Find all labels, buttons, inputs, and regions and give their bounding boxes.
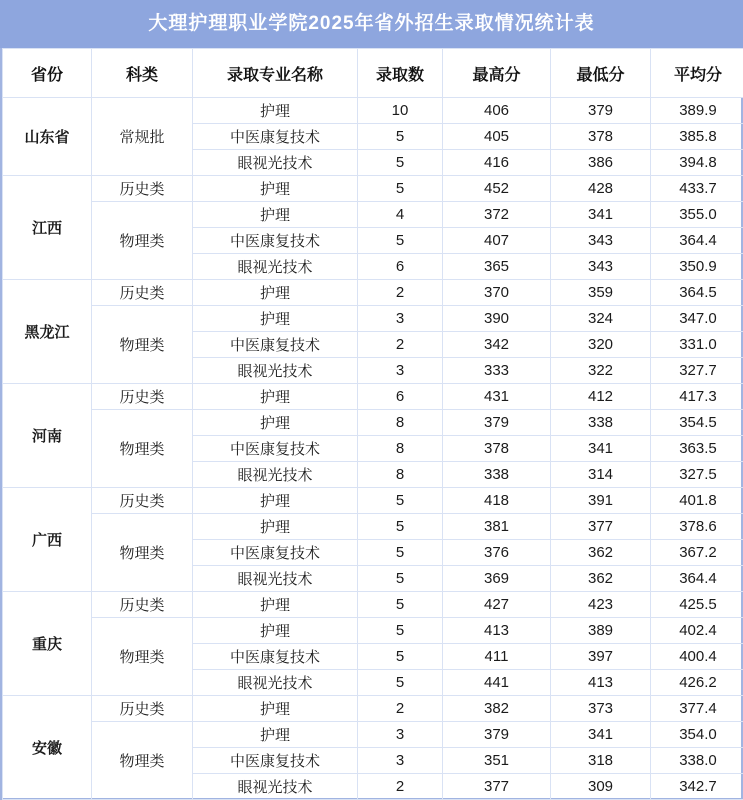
max-score-cell: 342 [443,332,551,358]
min-score-cell: 377 [551,514,651,540]
admission-stats-table [2,48,743,800]
max-score-cell: 390 [443,306,551,332]
province-cell: 重庆 [3,592,92,696]
count-cell: 5 [358,124,443,150]
count-cell: 5 [358,592,443,618]
count-cell: 3 [358,722,443,748]
major-cell: 中医康复技术 [193,228,358,254]
count-cell: 5 [358,514,443,540]
major-cell: 护理 [193,488,358,514]
max-score-cell: 370 [443,280,551,306]
count-cell: 10 [358,98,443,124]
page-title: 大理护理职业学院2025年省外招生录取情况统计表 [0,0,743,48]
max-score-cell: 379 [443,722,551,748]
min-score-cell: 413 [551,670,651,696]
avg-score-cell: 402.4 [651,618,743,644]
avg-score-cell: 347.0 [651,306,743,332]
header-row [3,49,743,98]
min-score-cell: 314 [551,462,651,488]
min-score-cell: 318 [551,748,651,774]
count-cell: 8 [358,462,443,488]
avg-score-cell: 389.9 [651,98,743,124]
table-row [3,306,743,332]
min-score-cell: 373 [551,696,651,722]
max-score-cell: 407 [443,228,551,254]
min-score-cell: 362 [551,540,651,566]
col-header-min-score: 最低分 [551,49,651,98]
avg-score-cell: 367.2 [651,540,743,566]
avg-score-cell: 355.0 [651,202,743,228]
avg-score-cell: 400.4 [651,644,743,670]
min-score-cell: 379 [551,98,651,124]
min-score-cell: 341 [551,436,651,462]
max-score-cell: 381 [443,514,551,540]
major-cell: 护理 [193,410,358,436]
avg-score-cell: 354.0 [651,722,743,748]
max-score-cell: 369 [443,566,551,592]
province-cell: 广西 [3,488,92,592]
min-score-cell: 362 [551,566,651,592]
count-cell: 8 [358,410,443,436]
major-cell: 护理 [193,202,358,228]
min-score-cell: 338 [551,410,651,436]
category-cell: 物理类 [92,410,193,488]
major-cell: 护理 [193,722,358,748]
major-cell: 中医康复技术 [193,332,358,358]
major-cell: 中医康复技术 [193,644,358,670]
min-score-cell: 386 [551,150,651,176]
min-score-cell: 389 [551,618,651,644]
min-score-cell: 309 [551,774,651,800]
min-score-cell: 341 [551,202,651,228]
max-score-cell: 441 [443,670,551,696]
avg-score-cell: 350.9 [651,254,743,280]
province-cell: 山东省 [3,98,92,176]
max-score-cell: 377 [443,774,551,800]
major-cell: 中医康复技术 [193,436,358,462]
count-cell: 6 [358,384,443,410]
major-cell: 护理 [193,98,358,124]
province-cell: 河南 [3,384,92,488]
max-score-cell: 333 [443,358,551,384]
category-cell: 历史类 [92,488,193,514]
avg-score-cell: 401.8 [651,488,743,514]
category-cell: 物理类 [92,306,193,384]
major-cell: 中医康复技术 [193,124,358,150]
major-cell: 护理 [193,176,358,202]
table-row [3,618,743,644]
max-score-cell: 351 [443,748,551,774]
count-cell: 2 [358,280,443,306]
avg-score-cell: 433.7 [651,176,743,202]
category-cell: 物理类 [92,722,193,800]
col-header-major: 录取专业名称 [193,49,358,98]
avg-score-cell: 327.7 [651,358,743,384]
avg-score-cell: 417.3 [651,384,743,410]
major-cell: 眼视光技术 [193,462,358,488]
table-row [3,514,743,540]
table-row [3,98,743,124]
count-cell: 5 [358,618,443,644]
col-header-count: 录取数 [358,49,443,98]
max-score-cell: 379 [443,410,551,436]
table-row [3,592,743,618]
max-score-cell: 382 [443,696,551,722]
max-score-cell: 338 [443,462,551,488]
major-cell: 护理 [193,618,358,644]
province-cell: 黑龙江 [3,280,92,384]
count-cell: 4 [358,202,443,228]
min-score-cell: 391 [551,488,651,514]
count-cell: 5 [358,540,443,566]
avg-score-cell: 377.4 [651,696,743,722]
min-score-cell: 359 [551,280,651,306]
count-cell: 5 [358,150,443,176]
major-cell: 护理 [193,280,358,306]
min-score-cell: 428 [551,176,651,202]
table-row [3,722,743,748]
min-score-cell: 412 [551,384,651,410]
category-cell: 物理类 [92,202,193,280]
avg-score-cell: 394.8 [651,150,743,176]
category-cell: 历史类 [92,176,193,202]
count-cell: 5 [358,566,443,592]
min-score-cell: 341 [551,722,651,748]
count-cell: 6 [358,254,443,280]
max-score-cell: 431 [443,384,551,410]
major-cell: 护理 [193,592,358,618]
max-score-cell: 411 [443,644,551,670]
min-score-cell: 343 [551,254,651,280]
table-row [3,696,743,722]
province-cell: 江西 [3,176,92,280]
table-row [3,280,743,306]
avg-score-cell: 378.6 [651,514,743,540]
avg-score-cell: 364.4 [651,228,743,254]
table-row [3,488,743,514]
avg-score-cell: 363.5 [651,436,743,462]
max-score-cell: 406 [443,98,551,124]
count-cell: 5 [358,670,443,696]
major-cell: 眼视光技术 [193,254,358,280]
major-cell: 眼视光技术 [193,670,358,696]
major-cell: 护理 [193,306,358,332]
table-row [3,410,743,436]
avg-score-cell: 327.5 [651,462,743,488]
category-cell: 历史类 [92,592,193,618]
major-cell: 眼视光技术 [193,774,358,800]
min-score-cell: 322 [551,358,651,384]
max-score-cell: 427 [443,592,551,618]
major-cell: 眼视光技术 [193,358,358,384]
min-score-cell: 320 [551,332,651,358]
count-cell: 3 [358,358,443,384]
avg-score-cell: 354.5 [651,410,743,436]
category-cell: 物理类 [92,618,193,696]
table-row [3,384,743,410]
max-score-cell: 378 [443,436,551,462]
min-score-cell: 343 [551,228,651,254]
col-header-province: 省份 [3,49,92,98]
avg-score-cell: 342.7 [651,774,743,800]
avg-score-cell: 364.5 [651,280,743,306]
col-header-max-score: 最高分 [443,49,551,98]
avg-score-cell: 338.0 [651,748,743,774]
major-cell: 中医康复技术 [193,748,358,774]
category-cell: 历史类 [92,280,193,306]
max-score-cell: 418 [443,488,551,514]
min-score-cell: 423 [551,592,651,618]
min-score-cell: 324 [551,306,651,332]
max-score-cell: 365 [443,254,551,280]
avg-score-cell: 331.0 [651,332,743,358]
col-header-category: 科类 [92,49,193,98]
category-cell: 常规批 [92,98,193,176]
max-score-cell: 452 [443,176,551,202]
avg-score-cell: 425.5 [651,592,743,618]
major-cell: 护理 [193,696,358,722]
category-cell: 历史类 [92,384,193,410]
count-cell: 2 [358,696,443,722]
col-header-avg-score: 平均分 [651,49,743,98]
major-cell: 眼视光技术 [193,566,358,592]
major-cell: 护理 [193,514,358,540]
table-row [3,176,743,202]
major-cell: 护理 [193,384,358,410]
max-score-cell: 372 [443,202,551,228]
count-cell: 5 [358,488,443,514]
count-cell: 5 [358,644,443,670]
count-cell: 2 [358,332,443,358]
major-cell: 中医康复技术 [193,540,358,566]
max-score-cell: 405 [443,124,551,150]
max-score-cell: 413 [443,618,551,644]
table-row [3,202,743,228]
province-cell: 安徽 [3,696,92,800]
category-cell: 历史类 [92,696,193,722]
count-cell: 5 [358,176,443,202]
avg-score-cell: 364.4 [651,566,743,592]
count-cell: 2 [358,774,443,800]
count-cell: 8 [358,436,443,462]
max-score-cell: 416 [443,150,551,176]
count-cell: 3 [358,306,443,332]
count-cell: 5 [358,228,443,254]
avg-score-cell: 385.8 [651,124,743,150]
count-cell: 3 [358,748,443,774]
avg-score-cell: 426.2 [651,670,743,696]
major-cell: 眼视光技术 [193,150,358,176]
category-cell: 物理类 [92,514,193,592]
min-score-cell: 397 [551,644,651,670]
min-score-cell: 378 [551,124,651,150]
max-score-cell: 376 [443,540,551,566]
